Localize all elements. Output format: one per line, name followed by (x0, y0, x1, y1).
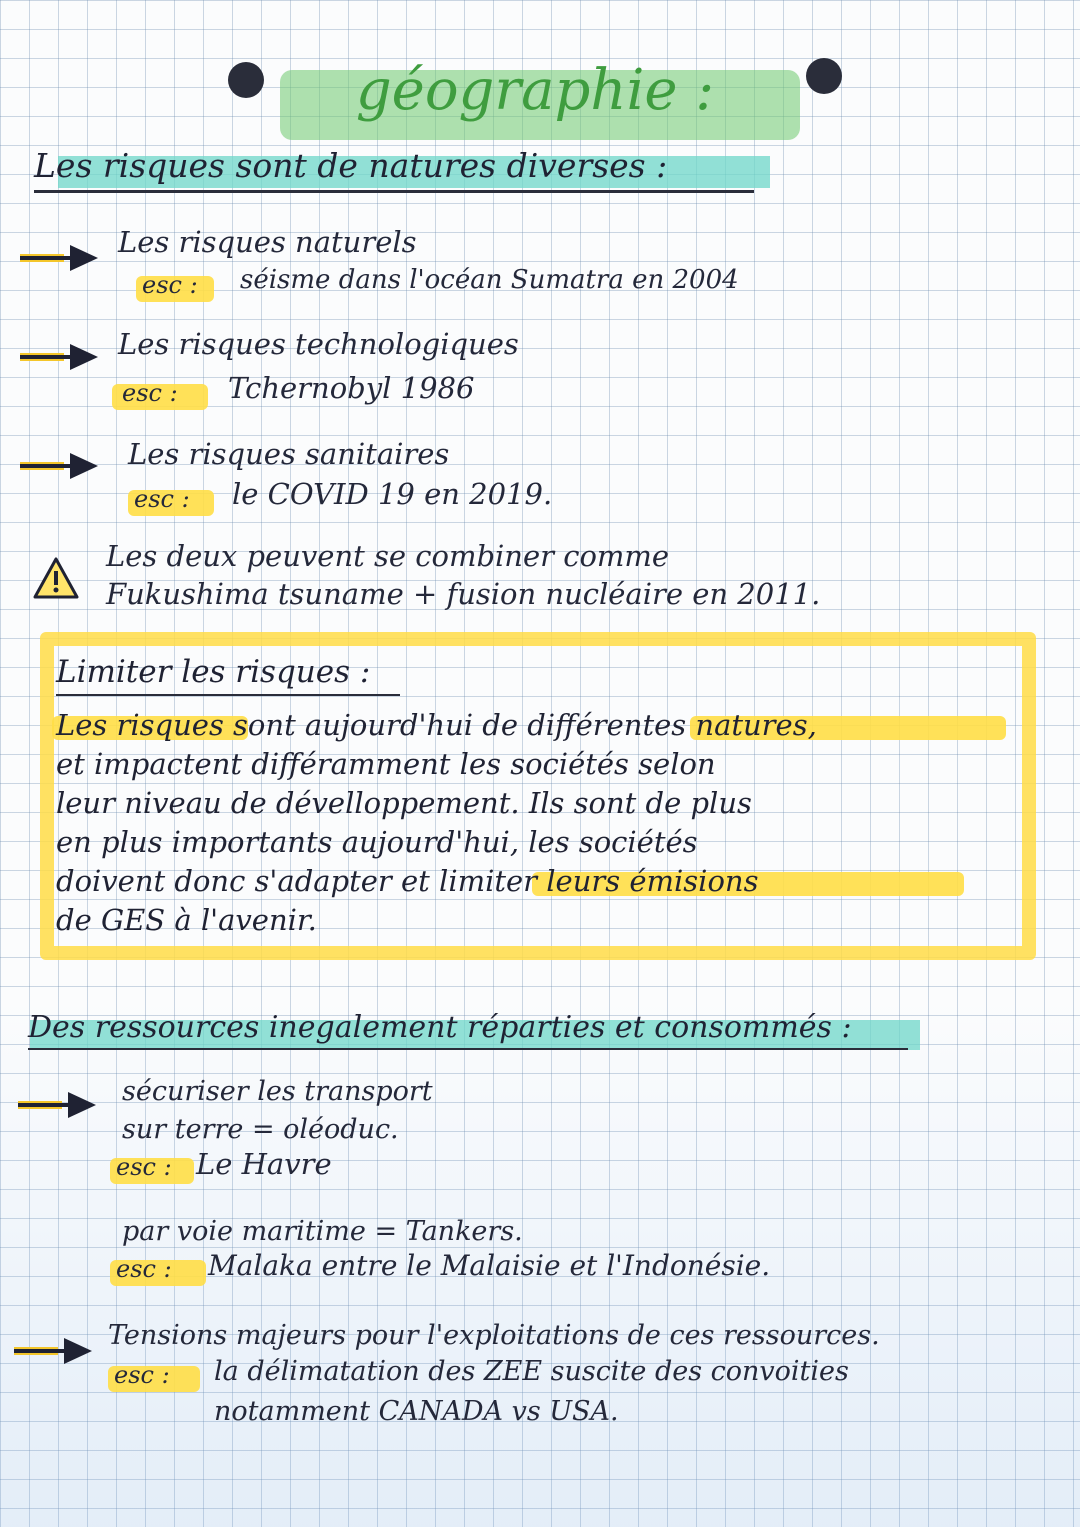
example-text: Le Havre (196, 1147, 332, 1181)
section3-heading: Des ressources inegalement réparties et consommés : (28, 1010, 852, 1045)
example-prefix: esc : (116, 1255, 172, 1283)
transport-line: sécuriser les transport (122, 1076, 433, 1107)
example-text: la délimatation des ZEE suscite des convoities (214, 1356, 849, 1387)
example-text: séisme dans l'océan Sumatra en 2004 (240, 265, 739, 295)
summary-line: en plus importants aujourd'hui, les sociétés (56, 825, 698, 859)
summary-paragraph (56, 706, 996, 940)
risk-item-label: Les risques sanitaires (128, 437, 450, 471)
section3-heading-underline (28, 1048, 908, 1050)
tensions-line: Tensions majeurs pour l'exploitations de ces ressources. (108, 1320, 880, 1351)
section1-heading: Les risques sont de natures diverses : (34, 146, 668, 185)
risk-item-label: Les risques naturels (118, 225, 417, 259)
warning-line-1: Les deux peuvent se combiner comme (106, 539, 670, 573)
example-text: Tchernobyl 1986 (228, 371, 475, 405)
section1-heading-underline (34, 190, 754, 193)
transport-sea-line: par voie maritime = Tankers. (122, 1216, 523, 1247)
example-prefix: esc : (122, 379, 178, 407)
example-prefix: esc : (116, 1153, 172, 1181)
arrow-right-icon (20, 342, 100, 372)
summary-line: de GES à l'avenir. (56, 903, 317, 937)
arrow-right-icon (14, 1336, 94, 1366)
summary-line: Les risques sont aujourd'hui de différentes natures, (56, 708, 817, 742)
warning-triangle-icon (32, 556, 80, 600)
binder-hole-right (806, 58, 842, 94)
risk-item-label: Les risques technologiques (118, 327, 519, 361)
example-continuation: notamment CANADA vs USA. (214, 1396, 619, 1427)
example-text: Malaka entre le Malaisie et l'Indonésie. (208, 1249, 771, 1282)
example-text: le COVID 19 en 2019. (232, 477, 553, 511)
binder-hole-left (228, 62, 264, 98)
page-title: géographie : (355, 58, 715, 123)
summary-line: et impactent différamment les sociétés selon (56, 747, 716, 781)
summary-line: doivent donc s'adapter et limiter leurs émisions (56, 864, 759, 898)
example-prefix: esc : (134, 485, 190, 513)
arrow-right-icon (20, 451, 100, 481)
section2-heading-underline (56, 694, 400, 696)
arrow-right-icon (20, 243, 100, 273)
warning-line-2: Fukushima tsuname + fusion nucléaire en 2011. (106, 577, 821, 611)
example-prefix: esc : (142, 271, 198, 299)
transport-land-line: sur terre = oléoduc. (122, 1114, 399, 1145)
summary-line: leur niveau de dévelloppement. Ils sont de plus (56, 786, 752, 820)
arrow-right-icon (18, 1090, 98, 1120)
example-prefix: esc : (114, 1361, 170, 1389)
section2-heading: Limiter les risques : (56, 654, 371, 690)
